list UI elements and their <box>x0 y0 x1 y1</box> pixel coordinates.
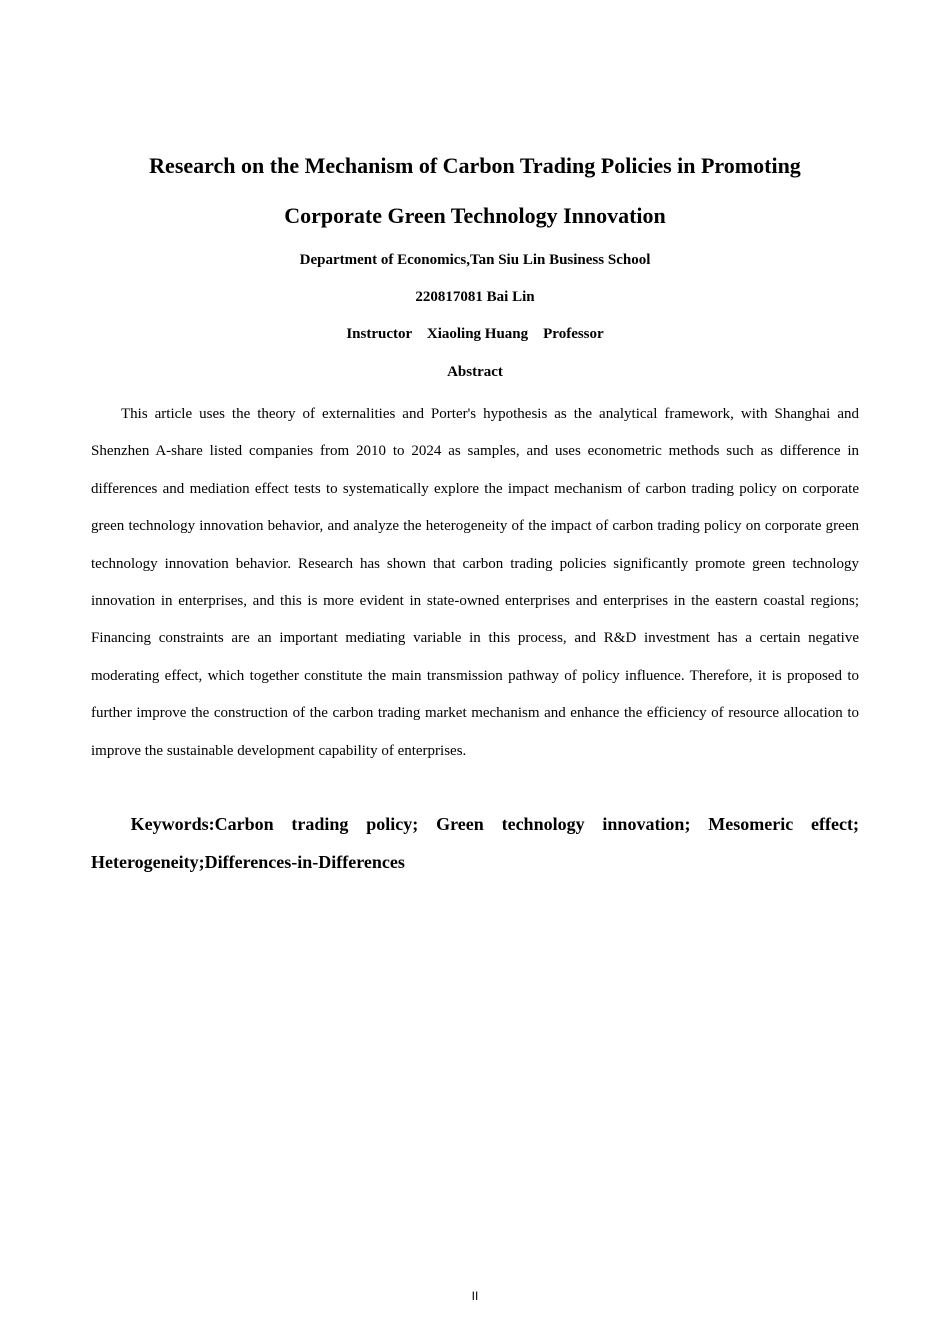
thesis-title-line-1: Research on the Mechanism of Carbon Trading Policies in Promoting <box>149 153 801 178</box>
student-line: 220817081 Bai Lin <box>415 289 535 305</box>
page-number: II <box>471 1289 479 1303</box>
thesis-title-line-2: Corporate Green Technology Innovation <box>284 203 666 228</box>
department-line: Department of Economics,Tan Siu Lin Business School <box>299 252 651 268</box>
instructor-line: Instructor Xiaoling Huang Professor <box>346 326 604 342</box>
abstract-heading: Abstract <box>447 364 503 380</box>
keywords-paragraph: Keywords:Carbon trading policy; Green technology innovation; Mesomeric effect; Heterogeneity;Differences-in-Differences <box>91 814 859 872</box>
abstract-paragraph: This article uses the theory of externalities and Porter's hypothesis as the analytical framework, with Shanghai and Shenzhen A-share listed companies from 2010 to 2024 as samples, and uses econometric methods such as difference in differences and mediation effect tests to systematically explore the impact mechanism of carbon trading policy on corporate green technology innovation behavior, and analyze the heterogeneity of the impact of carbon trading policy on corporate green technology innovation behavior. Research has shown that carbon trading policies significantly promote green technology innovation in enterprises, and this is more evident in state-owned enterprises and enterprises in the eastern coastal regions; Financing constraints are an important mediating variable in this process, and R&D investment has a certain negative moderating effect, which together constitute the main transmission pathway of policy influence. Therefore, it is proposed to further improve the construction of the carbon trading market mechanism and enhance the efficiency of resource allocation to improve the sustainable development capability of enterprises. <box>91 406 859 759</box>
